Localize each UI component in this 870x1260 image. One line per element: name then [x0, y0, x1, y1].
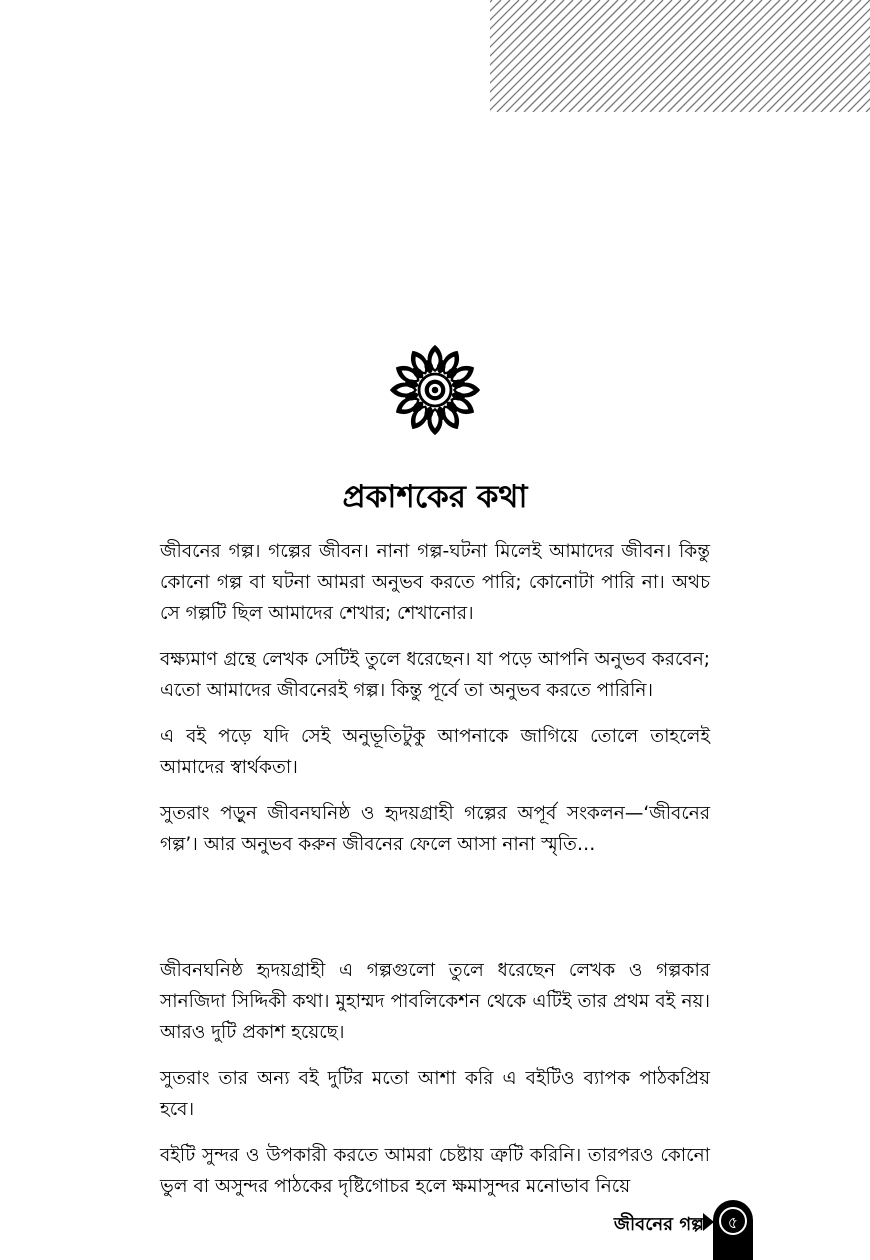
page-number-tab — [713, 1200, 753, 1260]
paragraph: বইটি সুন্দর ও উপকারী করতে আমরা চেষ্টায় ত্রুটি করিনি। তারপরও কোনো ভুল বা অসুন্দর পাঠকের দৃষ্টিগোচর হলে ক্ষমাসুন্দর মনোভাব নিয়ে — [160, 1145, 710, 1197]
floral-ornament-icon — [388, 343, 482, 437]
page-number: ৫ — [727, 1213, 739, 1232]
body-section-2 — [160, 955, 710, 1217]
paragraph: এ বই পড়ে যদি সেই অনুভূতিটুকু আপনাকে জাগিয়ে তোলে তাহলেই আমাদের স্বার্থকতা। — [160, 726, 710, 778]
paragraph: সুতরাং তার অন্য বই দুটির মতো আশা করি এ বইটিও ব্যাপক পাঠকপ্রিয় হবে। — [160, 1068, 710, 1120]
page-title: প্রকাশকের কথা — [342, 479, 528, 515]
paragraph: জীবনের গল্প। গল্পের জীবন। নানা গল্প-ঘটনা মিলেই আমাদের জীবন। কিন্তু কোনো গল্প বা ঘটনা আমরা অনুভব করতে পারি; কোনোটা পারি না। অথচ সে গল্পটি ছিল আমাদের শেখার; শেখানোর। — [160, 541, 710, 624]
diagonal-hatch-decoration — [0, 0, 870, 112]
page-footer — [560, 1200, 870, 1260]
paragraph: সুতরাং পড়ুন জীবনঘনিষ্ঠ ও হৃদয়গ্রাহী গল্পের অপূর্ব সংকলন—‘জীবনের গল্প’। আর অনুভব করুন জীবনের ফেলে আসা নানা স্মৃতি… — [160, 803, 710, 855]
footer-book-title: জীবনের গল্প — [613, 1214, 704, 1235]
body-section-1 — [160, 536, 710, 875]
paragraph: জীবনঘনিষ্ঠ হৃদয়গ্রাহী এ গল্পগুলো তুলে ধরেছেন লেখক ও গল্পকার সানজিদা সিদ্দিকী কথা। মুহাম্মদ পাবলিকেশন থেকে এটিই তার প্রথম বই নয়। আরও দুটি প্রকাশ হয়েছে। — [160, 960, 710, 1043]
paragraph: বক্ষ্যমাণ গ্রন্থে লেখক সেটিই তুলে ধরেছেন। যা পড়ে আপনি অনুভব করবেন; এতো আমাদের জীবনেরই গল্প। কিন্তু পূর্বে তা অনুভব করতে পারিনি। — [160, 649, 710, 701]
